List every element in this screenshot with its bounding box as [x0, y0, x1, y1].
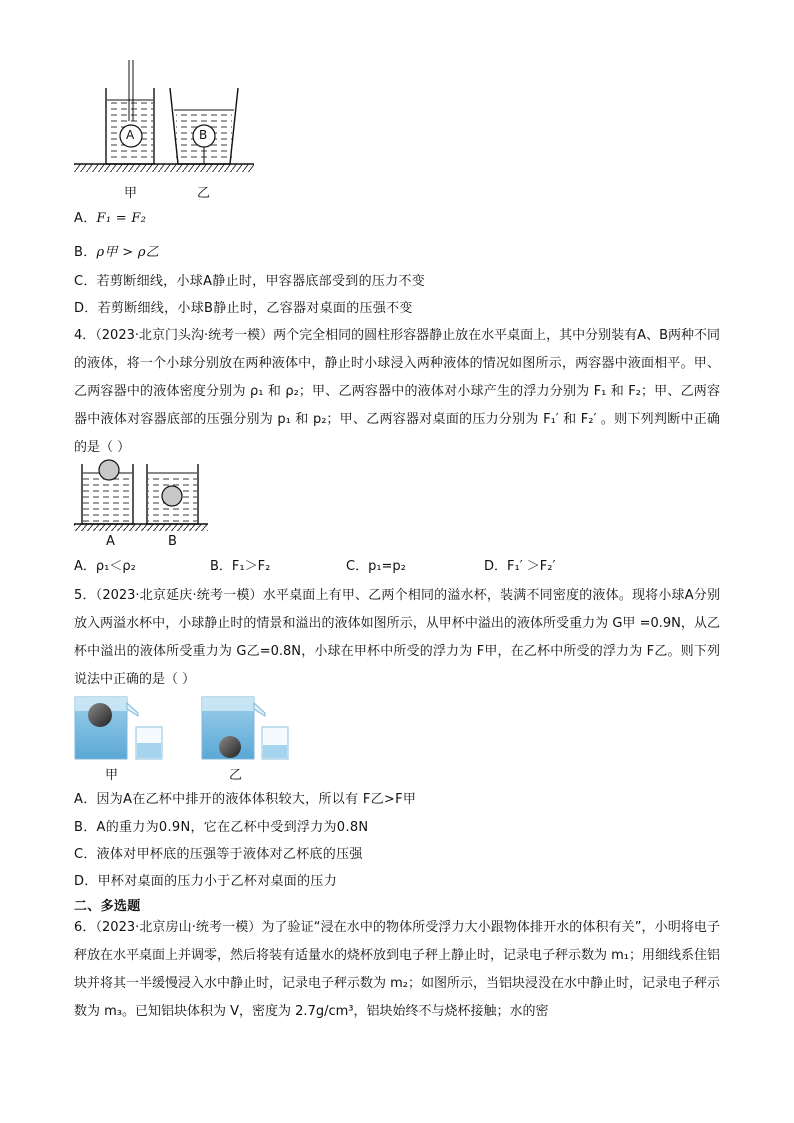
ball-yi [219, 736, 241, 758]
q6-text: 6．（2023·北京房山·统考一模）为了验证“浸在水中的物体所受浮力大小跟物体排开水的体积有关”，小明将电子秤放在水平桌面上并调零，然后将装有适量水的烧杯放到电子秤上静止时，记录电子秤示数为 m₁；用细线系住铝块并将其一半缓慢浸入水中静止时，记录电子秤示数为 m₂；如图所示，当铝块浸没在水中静止时，记录电子秤示数为 m₃。已知铝块体积为 V，密度为 2.7g/cm³，铝块始终不与烧杯接触；水的密 [74, 920, 721, 1019]
ball-in-a [99, 460, 119, 480]
figure-q5-label-jia: 甲 [105, 768, 119, 783]
ball-b-label: B [199, 128, 208, 142]
q3-option-a-expr: F₁ = F₂ [96, 211, 147, 226]
spout-yi [254, 703, 265, 716]
figure-1-label-yi: 乙 [197, 186, 211, 201]
figure-q5-label-yi: 乙 [229, 768, 243, 783]
q4-option-c: C．p₁=p₂ [346, 559, 406, 574]
section-heading: 二、多选题 [74, 899, 141, 914]
q5-option-d: D．甲杯对桌面的压力小于乙杯对桌面的压力 [74, 874, 338, 889]
q4-option-a: A．ρ₁＜ρ₂ [74, 559, 136, 574]
spout-jia [127, 703, 138, 716]
figure-q4-label-a: A [106, 534, 115, 549]
q3-option-b: B．ρ甲 > ρ乙 [74, 245, 160, 260]
figure-q4 [72, 458, 212, 538]
q3-option-b-expr: ρ甲 > ρ乙 [96, 245, 160, 260]
q5-option-a: A．因为A在乙杯中排开的液体体积较大，所以有 F乙>F甲 [74, 792, 417, 807]
q4-text: 4．（2023·北京门头沟·统考一模）两个完全相同的圆柱形容器静止放在水平桌面上，其中分别装有A、B两种不同的液体，将一个小球分别放在两种液体中，静止时小球浸入两种液体的情况如图所示，两容器中液面相平。甲、乙两容器中的液体密度分别为 ρ₁ 和 ρ₂；甲、乙两容器中的液体对小球产生的浮力分别为 F₁ 和 F₂；甲、乙两容器中液体对容器底部的压强分别为 p₁ 和 p₂；甲、乙两容器对桌面的压力分别为 F₁′ 和 F₂′ 。则下列判断中正确的是（ ） [74, 328, 720, 455]
ball-in-b [162, 486, 182, 506]
figure-1-label-jia: 甲 [124, 186, 138, 201]
q5-text: 5．（2023·北京延庆·统考一模）水平桌面上有甲、乙两个相同的溢水杯，装满不同密度的液体。现将小球A分别放入两溢水杯中，小球静止时的情景和溢出的液体如图所示，从甲杯中溢出的液体所受重力为 G甲 =0.9N，从乙杯中溢出的液体所受重力为 G乙=0.8N，小球在甲杯中所受的浮力为 F甲，在乙杯中所受的浮力为 F乙。则下列说法中正确的是（ ） [74, 588, 720, 687]
ball-a-label: A [126, 128, 135, 142]
q5-option-c: C．液体对甲杯底的压强等于液体对乙杯底的压强 [74, 847, 363, 862]
figure-1 [70, 58, 260, 178]
q3-option-a: A．F₁ = F₂ [74, 211, 147, 226]
q3-option-c: C．若剪断细线，小球A静止时，甲容器底部受到的压力不变 [74, 274, 426, 289]
q4-option-d: D．F₁′ ＞F₂′ [484, 559, 556, 574]
q4-option-b: B．F₁＞F₂ [210, 559, 271, 574]
ground-hatch [74, 164, 254, 172]
q5-option-b: B．A的重力为0.9N，它在乙杯中受到浮力为0.8N [74, 820, 369, 835]
figure-q4-label-b: B [168, 534, 177, 549]
ball-jia [88, 703, 112, 727]
q3-option-d: D．若剪断细线，小球B静止时，乙容器对桌面的压强不变 [74, 301, 413, 316]
figure-q5 [72, 693, 302, 765]
